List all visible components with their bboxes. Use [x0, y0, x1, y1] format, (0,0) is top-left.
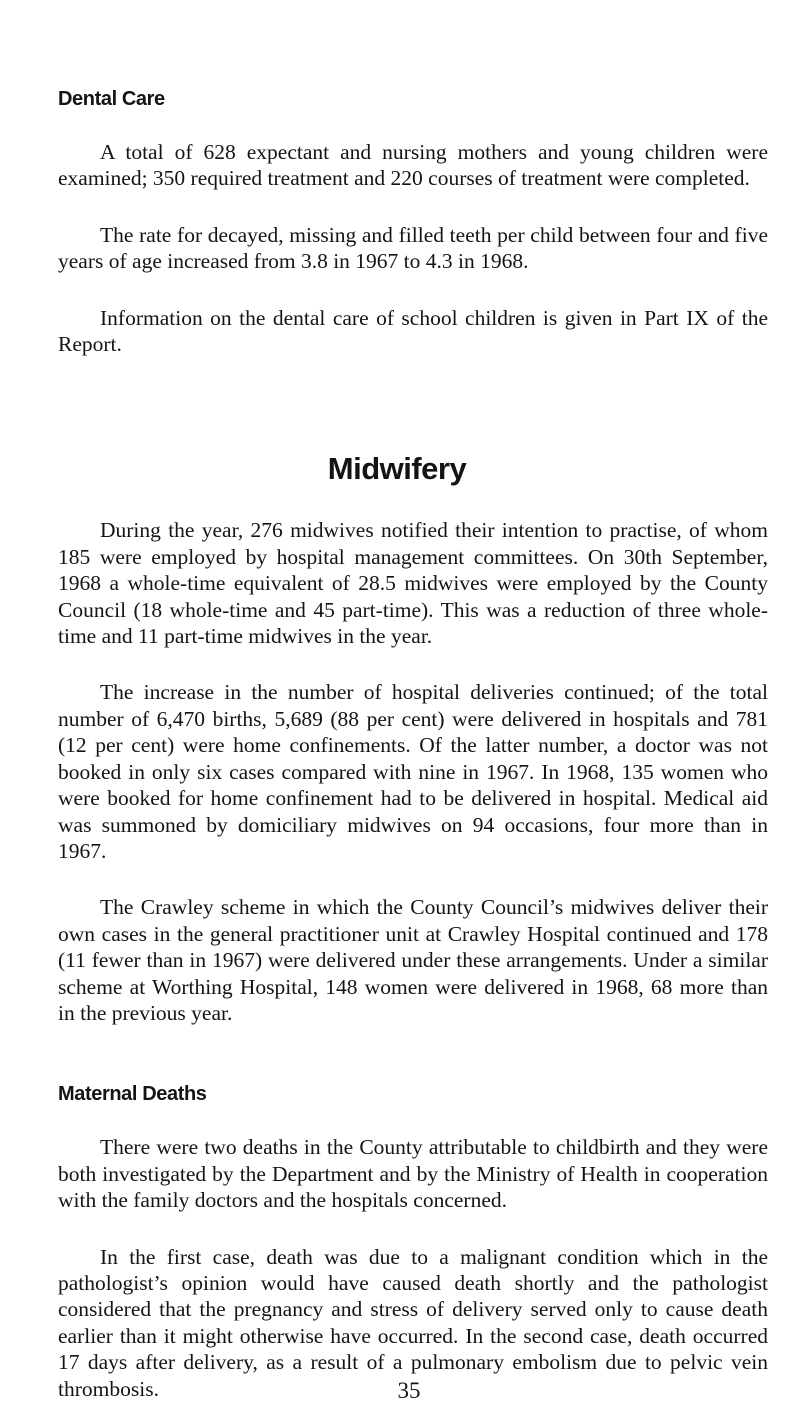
midwifery-heading: Midwifery [327, 451, 467, 487]
dental-care-heading: Dental Care [58, 88, 165, 110]
section-maternal-deaths [58, 1081, 768, 1402]
maternal-deaths-heading: Maternal Deaths [58, 1083, 207, 1106]
midwifery-paragraph-1: During the year, 276 midwives notified their intention to practise, of whom 185 were employed by hospital management committees. On 30th September, 1968 a whole-time equivalent of 28.5 midwives were employed by the County Council (18 whole-time and 45 part-time). This was a reduction of three whole-time and 11 part-time midwives in the year. [58, 518, 768, 649]
page-number: 35 [397, 1378, 421, 1403]
section-dental-care [58, 86, 768, 357]
dental-care-paragraph-1: A total of 628 expectant and nursing mothers and young children were examined; 350 required treatment and 220 courses of treatment were completed. [58, 140, 768, 191]
maternal-deaths-paragraph-2: In the first case, death was due to a malignant condition which in the pathologist’s opinion would have caused death shortly and the pathologist considered that the pregnancy and stress of delivery served only to cause death earlier than it might otherwise have occurred. In the second case, death occurred 17 days after delivery, as a result of a pulmonary embolism due to pelvic vein thrombosis. [58, 1244, 768, 1401]
midwifery-paragraph-3: The Crawley scheme in which the County Council’s midwives deliver their own cases in the general practitioner unit at Crawley Hospital continued and 178 (11 fewer than in 1967) were delivered under these arrangements. Under a similar scheme at Worthing Hospital, 148 women were delivered in 1968, 68 more than in the previous year. [58, 895, 768, 1025]
midwifery-paragraph-2: The increase in the number of hospital deliveries continued; of the total number of 6,470 births, 5,689 (88 per cent) were delivered in hospitals and 781 (12 per cent) were home confinements. Of the latter number, a doctor was not booked in only six cases compared with nine in 1967. In 1968, 135 women who were booked for home confinement had to be delivered in hospital. Medical aid was summoned by domiciliary midwives on 94 occasions, four more than in 1967. [58, 680, 768, 863]
page-content [58, 86, 768, 1402]
section-midwifery [58, 451, 768, 1026]
dental-care-paragraph-3: Information on the dental care of school children is given in Part IX of the Report. [58, 305, 768, 357]
dental-care-paragraph-2: The rate for decayed, missing and filled teeth per child between four and five years of age increased from 3.8 in 1967 to 4.3 in 1968. [58, 222, 768, 274]
maternal-deaths-paragraph-1: There were two deaths in the County attributable to childbirth and they were both investigated by the Department and by the Ministry of Health in cooperation with the family doctors and the hospitals concerned. [58, 1135, 768, 1213]
